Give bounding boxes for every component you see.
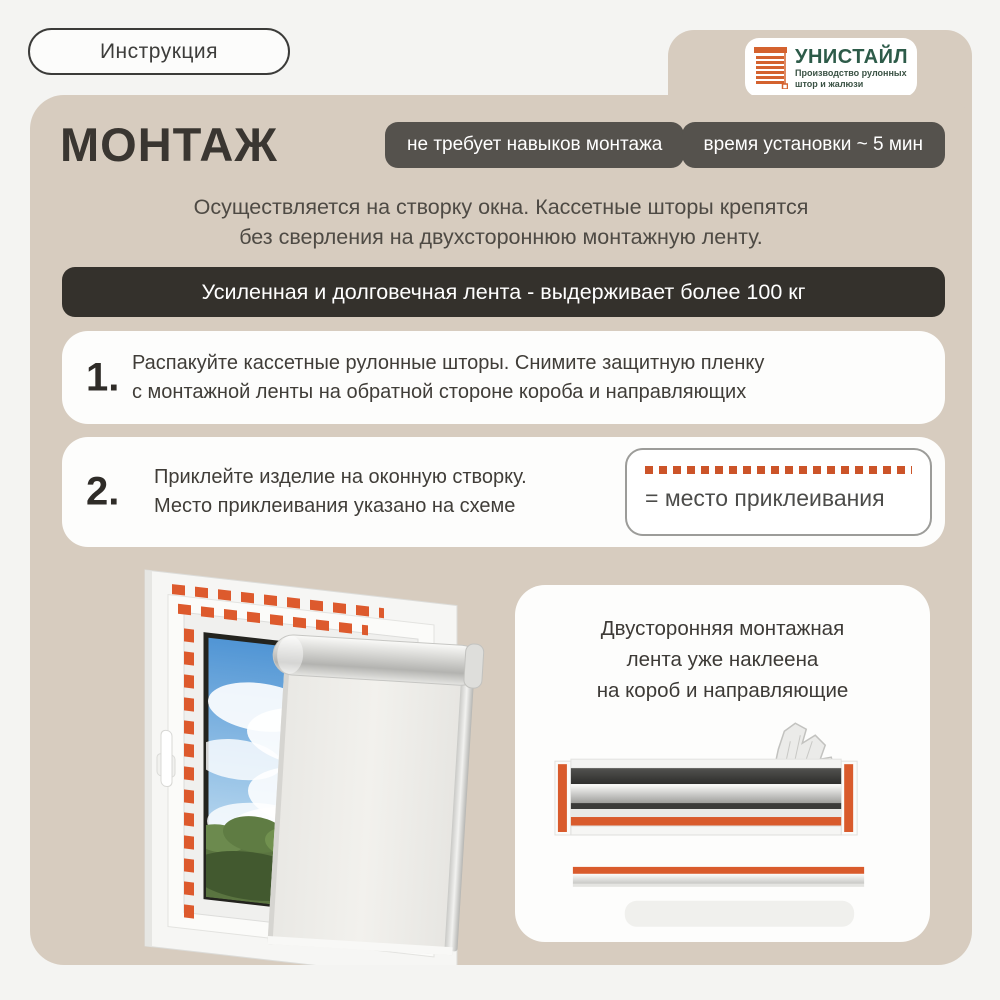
step-1-line1: Распакуйте кассетные рулонные шторы. Снимите защитную пленку bbox=[132, 351, 765, 374]
tape-dash-sample bbox=[645, 466, 912, 474]
window-installation-photo bbox=[110, 560, 510, 965]
cassette-profile bbox=[555, 759, 857, 835]
tape-note-line2: лента уже наклеена bbox=[626, 648, 819, 671]
blinds-icon bbox=[754, 47, 788, 89]
badge-install-time bbox=[682, 122, 945, 168]
step-1-line2: с монтажной ленты на обратной стороне короба и направляющих bbox=[132, 380, 747, 403]
step-card-2 bbox=[62, 437, 945, 547]
step-1-text bbox=[132, 349, 764, 407]
content-panel bbox=[30, 95, 972, 965]
badge-install-time-label: время установки ~ 5 мин bbox=[703, 134, 923, 155]
intro-text bbox=[30, 192, 972, 252]
highlight-bar bbox=[62, 267, 945, 317]
step-2-line1: Приклейте изделие на оконную створку. bbox=[154, 466, 527, 488]
brand-name: УНИСТАЙЛ bbox=[795, 45, 909, 68]
step-2-text bbox=[154, 463, 527, 521]
cassette-back-illustration bbox=[533, 719, 912, 934]
step-1-number: 1. bbox=[86, 355, 120, 399]
instruction-tag-label: Инструкция bbox=[99, 39, 219, 63]
brand-tagline-line1: Производство рулонных bbox=[795, 67, 907, 78]
page-title: МОНТАЖ bbox=[60, 118, 278, 171]
brand-logo-text bbox=[795, 46, 908, 90]
tape-note-card bbox=[515, 585, 930, 942]
badge-no-skills bbox=[385, 122, 684, 168]
window-scene-svg bbox=[110, 560, 510, 965]
tape-note-text bbox=[515, 585, 930, 706]
badge-no-skills-label: не требует навыков монтажа bbox=[407, 134, 663, 155]
tape-legend-label: = место приклеивания bbox=[645, 485, 885, 511]
step-card-1 bbox=[62, 331, 945, 424]
roller-blind bbox=[255, 632, 484, 956]
guide-rail bbox=[573, 867, 864, 887]
intro-line1: Осуществляется на створку окна. Кассетные шторы крепятся bbox=[193, 195, 809, 219]
highlight-bar-label: Усиленная и долговечная лента - выдерживает более 100 кг bbox=[201, 279, 806, 304]
tape-note-line3: на короб и направляющие bbox=[596, 679, 849, 702]
intro-line2: без сверления на двухстороннюю монтажную ленту. bbox=[239, 225, 763, 249]
step-2-line2: Место приклеивания указано на схеме bbox=[154, 495, 516, 517]
tape-legend bbox=[625, 448, 932, 536]
step-2-number: 2. bbox=[86, 469, 120, 514]
brand-tagline-line2: штор и жалюзи bbox=[795, 78, 864, 89]
rail-shadow bbox=[625, 901, 854, 927]
tape-note-line1: Двусторонняя монтажная bbox=[600, 617, 845, 640]
brand-logo bbox=[745, 38, 917, 97]
cassette-back-svg bbox=[533, 719, 912, 934]
instruction-tag bbox=[28, 28, 290, 75]
